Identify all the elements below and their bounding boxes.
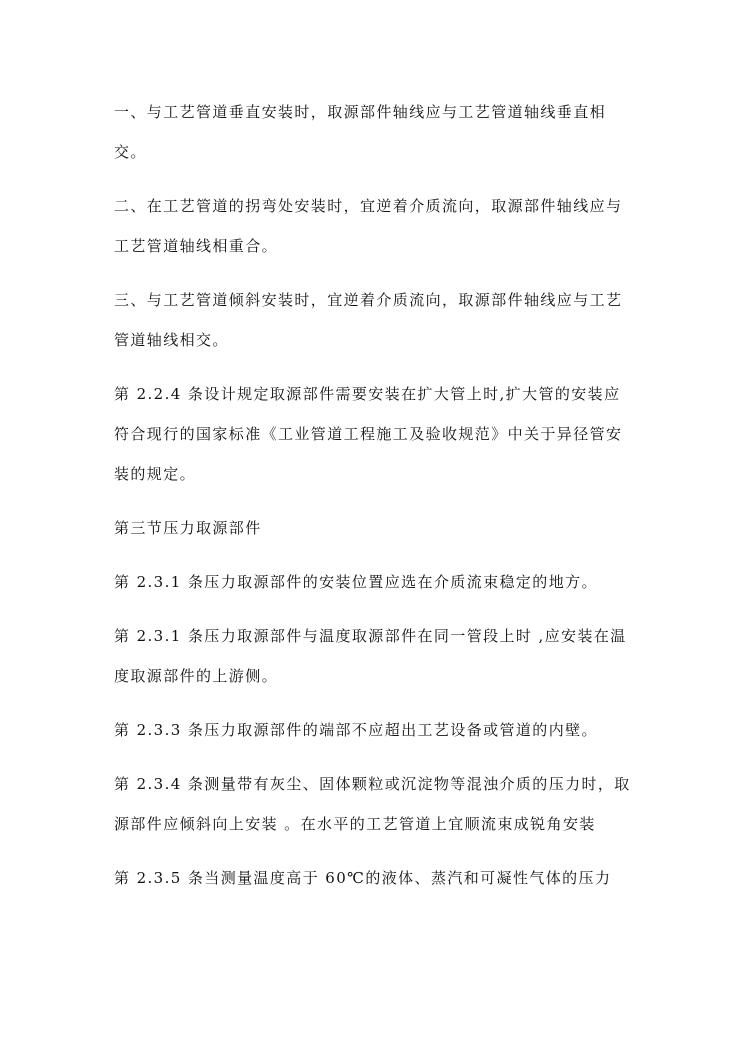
paragraph-article-2-2-4: 第 2.2.4 条设计规定取源部件需要安装在扩大管上时,扩大管的安装应符合现行的国家标准《工业管道工程施工及验收规范》中关于异径管安装的规定。 — [114, 385, 623, 483]
section-heading: 第三节压力取源部件 — [114, 519, 262, 537]
paragraph-article-2-3-1b: 第 2.3.1 条压力取源部件与温度取源部件在同一管段上时 ,应安装在温度取源部件的上游侧。 — [114, 627, 627, 685]
paragraph-article-2-3-1a: 第 2.3.1 条压力取源部件的安装位置应选在介质流束稳定的地方。 — [114, 573, 598, 591]
paragraph-clause-1: 一、与工艺管道垂直安装时，取源部件轴线应与工艺管道轴线垂直相交。 — [114, 103, 607, 161]
paragraph-clause-2: 二、在工艺管道的拐弯处安装时，宜逆着介质流向，取源部件轴线应与工艺管道轴线相重合。 — [114, 197, 623, 255]
paragraph-clause-3: 三、与工艺管道倾斜安装时，宜逆着介质流向，取源部件轴线应与工艺管道轴线相交。 — [114, 291, 623, 349]
paragraph-article-2-3-3: 第 2.3.3 条压力取源部件的端部不应超出工艺设备或管道的内壁。 — [114, 721, 598, 739]
paragraph-article-2-3-5: 第 2.3.5 条当测量温度高于 60℃的液体、蒸汽和可凝性气体的压力 — [114, 869, 612, 887]
paragraph-article-2-3-4: 第 2.3.4 条测量带有灰尘、固体颗粒或沉淀物等混浊介质的压力时，取源部件应倾斜向上安装 。在水平的工艺管道上宜顺流束成锐角安装 — [114, 775, 631, 833]
document-body — [114, 92, 632, 912]
